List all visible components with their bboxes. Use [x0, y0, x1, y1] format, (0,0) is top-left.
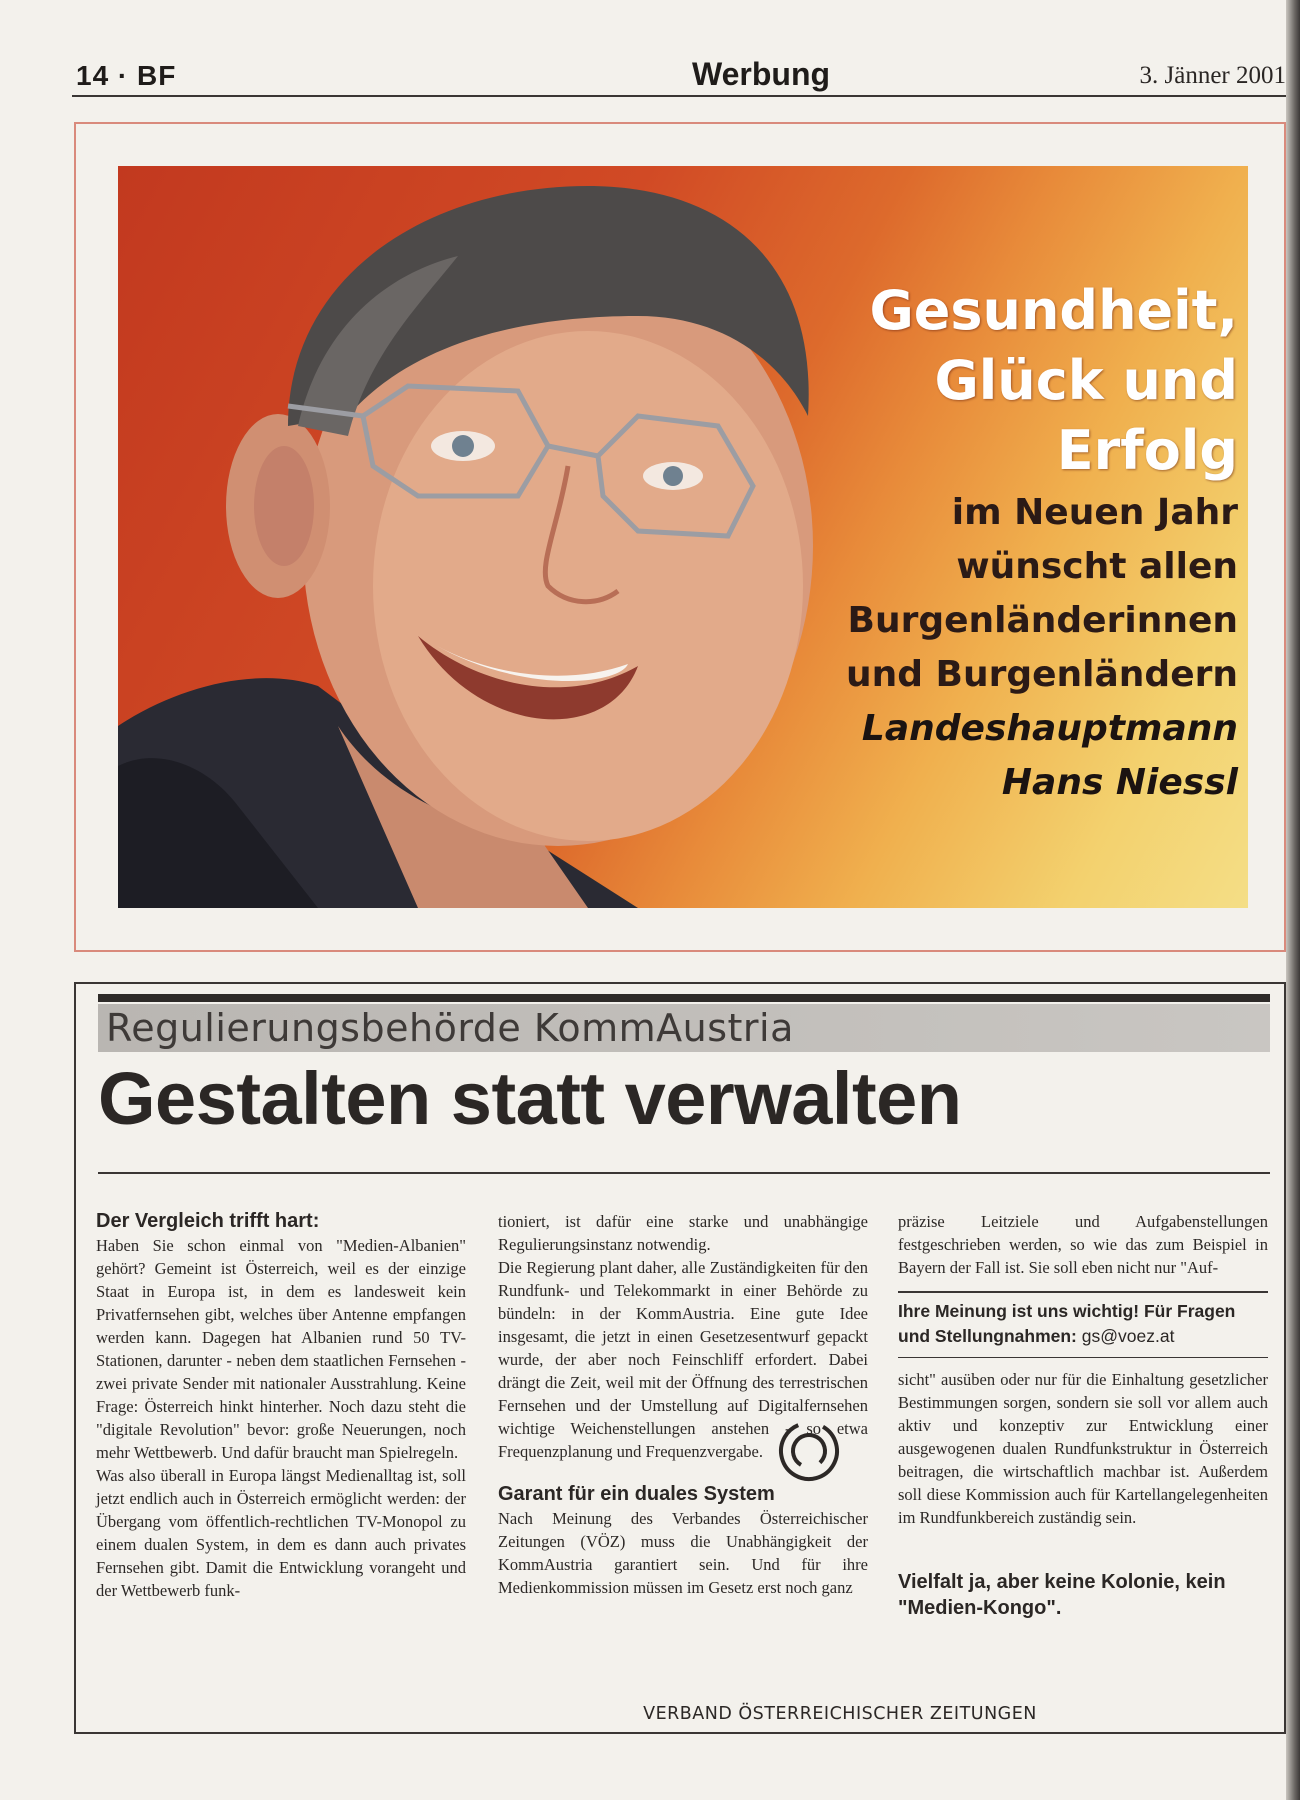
voez-logo-icon — [776, 1418, 842, 1484]
ad-signature-title: Landeshauptmann — [861, 708, 1238, 749]
col2-subhead: Garant für ein duales System — [498, 1483, 775, 1505]
col1-paragraph-1: Haben Sie schon einmal von "Medien-Albanien" gehört? Gemeint ist Österreich, weil es der einzige Staat in Europa ist, in dem es landesweit kein Privatfernsehen gibt, welches über Antenne empfangen werden kann. Dagegen hat Albanien rund 50 TV-Stationen, darunter - neben dem staatlichen Fernsehen - zwei private Sender mit nationaler Ausstrahlung. Keine Frage: Österreich hinkt hinterher. Noch dazu steht die "digitale Revolution" bevor: große Neuerungen, noch mehr Wettbewerb. Und dafür braucht man Spielregeln. — [96, 1236, 466, 1462]
ad-line-4: im Neuen Jahr — [951, 492, 1238, 533]
article-top-bar — [98, 994, 1270, 1002]
feedback-text: Ihre Meinung ist uns wichtig! Für Fragen und Stellungnahmen: — [898, 1301, 1236, 1346]
col2-paragraph-1: tioniert, ist dafür eine starke und unabhängige Regulierungsinstanz notwendig. — [498, 1212, 868, 1254]
col1-subhead: Der Vergleich trifft hart: — [96, 1210, 320, 1232]
feedback-email-link[interactable]: gs@voez.at — [1081, 1326, 1175, 1346]
article-kicker: Regulierungsbehörde KommAustria — [106, 1006, 794, 1050]
col2-paragraph-2: Die Regierung plant daher, alle Zuständigkeiten für den Rundfunk- und Telekommarkt in einer Behörde zu bündeln: in der KommAustria. Eine gute Idee insgesamt, die jetzt in einen Gesetzesentwurf gepackt wurde, der aber noch Feinschliff erfordert. Dabei drängt die Zeit, weil mit der Öffnung des terrestrischen Fernsehen und der Umstellung auf Digitalfernsehen wichtige Weichenstellungen anstehen - so etwa Frequenzplanung und Frequenzvergabe. — [498, 1258, 868, 1461]
ad-line-2: Glück und — [934, 349, 1238, 412]
ad-photo — [118, 166, 1248, 908]
article-column-1 — [96, 1208, 466, 1602]
ad-line-1: Gesundheit, — [869, 279, 1238, 342]
header-rule — [72, 95, 1286, 97]
advertisement — [74, 122, 1286, 952]
closing-statement: Vielfalt ja, aber keine Kolonie, kein "Medien-Kongo". — [898, 1571, 1226, 1619]
feedback-box — [898, 1291, 1268, 1358]
page-number: 14 · BF — [76, 60, 177, 91]
col2-paragraph-3: Nach Meinung des Verbandes Österreichischer Zeitungen (VÖZ) muss die Unabhängigkeit der KommAustria garantiert sein. Und für ihre Medienkommission müssen im Gesetz erst noch ganz — [498, 1509, 868, 1597]
article-headline: Gestalten statt verwalten — [98, 1057, 962, 1140]
page-header — [76, 58, 1286, 96]
col3-paragraph-1: präzise Leitziele und Aufgabenstellungen festgeschrieben werden, so wie das zum Beispiel in Bayern der Fall ist. Sie soll eben nicht nur "Auf- — [898, 1212, 1268, 1277]
ad-line-6: Burgenländerinnen — [847, 600, 1238, 641]
article-column-3 — [898, 1210, 1268, 1621]
col1-paragraph-2: Was also überall in Europa längst Medienalltag ist, soll jetzt endlich auch in Österreich ermöglicht werden: der Übergang vom öffentlich-rechtlichen TV-Monopol zu einem dualen System, in dem es dann auch privates Fernsehen gibt. Damit die Entwicklung vorangeht und der Wettbewerb funk- — [96, 1466, 466, 1600]
ad-signature-name: Hans Niessl — [1001, 762, 1238, 803]
article-box — [74, 982, 1286, 1734]
ad-line-5: wünscht allen — [956, 546, 1238, 587]
ad-greeting — [818, 276, 1238, 810]
ad-line-7: und Burgenländern — [845, 654, 1238, 695]
headline-rule — [98, 1172, 1270, 1174]
col3-paragraph-2: sicht" ausüben oder nur für die Einhaltung gesetzlicher Bestimmungen sorgen, sondern sie soll vor allem auch aktiv und konzeptiv zur Entwicklung einer ausgewogenen dualen Rundfunkstruktur in Österreich beitragen, die wirtschaftlich machbar ist. Außerdem soll diese Kommission auch für Kartellangelegenheiten im Rundfunkbereich zuständig sein. — [898, 1370, 1268, 1527]
issue-date: 3. Jänner 2001 — [1139, 62, 1286, 89]
section-title: Werbung — [691, 56, 831, 92]
ad-line-3: Erfolg — [1056, 419, 1238, 482]
organization-name: VERBAND ÖSTERREICHISCHER ZEITUNGEN — [643, 1704, 1037, 1724]
page-edge-shadow — [1286, 0, 1300, 1800]
article-column-2 — [498, 1210, 868, 1599]
